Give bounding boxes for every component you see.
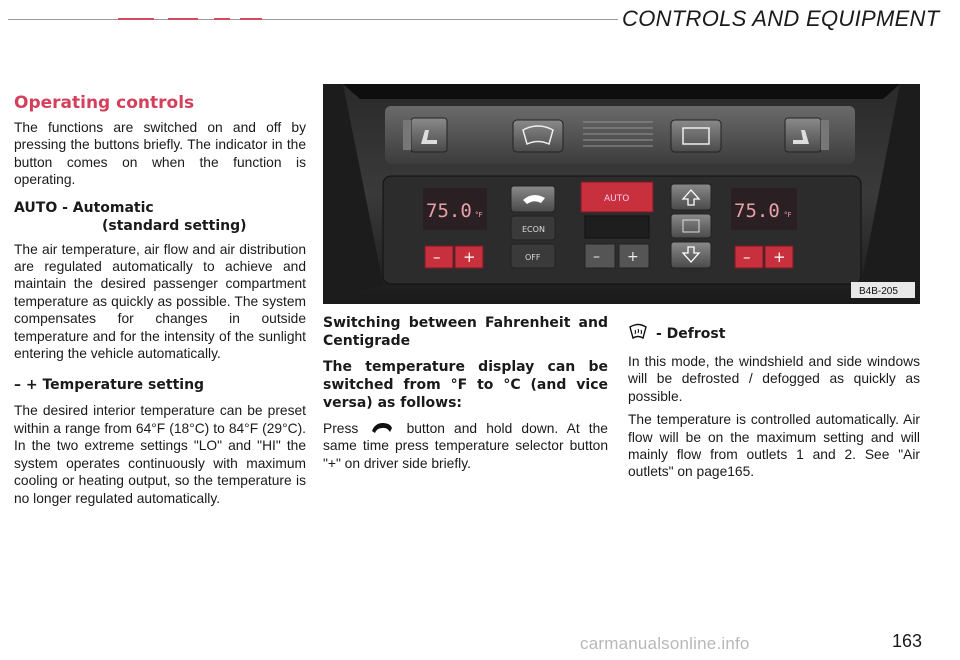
svg-text:OFF: OFF <box>525 253 541 262</box>
svg-text:ECON: ECON <box>522 225 545 234</box>
operating-controls-heading: Operating controls <box>14 93 195 113</box>
fahrenheit-centigrade-heading: Switching between Fahrenheit and Centigrade <box>323 315 608 349</box>
svg-text:–: – <box>743 248 751 266</box>
watermark: carmanualsonline.info <box>580 634 750 653</box>
temperature-paragraph: The desired interior temperature can be preset within a range from 64°F (18°C) to 84°F (29°C). In the two extreme settings "LO" and "HI" the system operates continuously with maximum cooling or heating output, so the temperature is no longer regulated automatically. <box>14 403 306 506</box>
header-rule <box>8 19 618 20</box>
header-accent <box>168 18 198 20</box>
svg-text:+: + <box>773 248 786 266</box>
middle-column <box>323 314 608 472</box>
header-accent <box>240 18 262 20</box>
right-unit: °F <box>784 211 792 219</box>
right-column <box>628 322 920 487</box>
svg-text:–: – <box>433 248 441 266</box>
windshield-defrost-icon <box>628 322 648 342</box>
page-number: 163 <box>892 631 923 651</box>
car-icon <box>371 422 393 435</box>
svg-text:AUTO: AUTO <box>604 194 630 204</box>
header-accent <box>214 18 230 20</box>
defrost-text <box>628 353 920 481</box>
fan-minus-button <box>585 244 615 268</box>
defrost-heading <box>628 322 920 343</box>
fahrenheit-centigrade-text <box>323 420 608 472</box>
temperature-text <box>14 402 306 506</box>
defrost-paragraph-2: The temperature is controlled automatically. Air flow will be on the maximum setting and will mainly flow from outlets 1 and 2. See "Air outlets" on page165. <box>628 412 920 480</box>
recirculation-button <box>671 214 711 238</box>
section-title: CONTROLS AND EQUIPMENT <box>622 6 940 31</box>
climate-panel-illustration <box>323 84 920 304</box>
temperature-heading: – + Temperature setting <box>14 377 205 394</box>
climate-panel-photo <box>323 84 920 304</box>
left-unit: °F <box>475 211 483 219</box>
press-text: Press <box>323 421 359 436</box>
rear-defrost-button <box>671 120 721 152</box>
seat-heater-left-button <box>411 118 447 152</box>
auto-heading-line2: (standard setting) <box>102 217 247 234</box>
defrost-heading-label: - Defrost <box>656 326 726 342</box>
center-display <box>585 216 649 238</box>
intro-text <box>14 119 306 189</box>
left-temperature-display: 75.0 <box>426 200 472 222</box>
header-accent <box>118 18 154 20</box>
auto-heading-line1: AUTO - Automatic <box>14 199 154 216</box>
right-temperature-display: 75.0 <box>734 200 780 222</box>
press-instruction-text: button and hold down. At the same time press temperature selector button "+" on driver side briefly. <box>323 421 608 471</box>
svg-text:+: + <box>463 248 476 266</box>
air-distribution-down-button <box>671 242 711 268</box>
svg-text:–: – <box>593 249 600 265</box>
auto-text <box>14 241 306 363</box>
defrost-paragraph-1: In this mode, the windshield and side windows will be defrosted / defogged as quickly as possible. <box>628 354 920 404</box>
left-column <box>14 93 306 513</box>
auto-heading <box>14 199 306 235</box>
fahrenheit-centigrade-subheading: The temperature display can be switched from °F to °C (and vice versa) as follows: <box>323 359 608 411</box>
svg-text:+: + <box>627 249 639 265</box>
svg-text:B4B-205: B4B-205 <box>859 286 898 297</box>
front-defrost-button <box>513 120 563 152</box>
intro-paragraph: The functions are switched on and off by pressing the buttons briefly. The indicator in the button comes on when the function is operating. <box>14 120 306 188</box>
air-distribution-up-button <box>671 184 711 210</box>
auto-paragraph: The air temperature, air flow and air distribution are regulated automatically to achieve and maintain the desired passenger compartment temperature as quickly as possible. The system compensates for changes in outside temperature and for the intensity of the sunlight entering the vehicle automatically. <box>14 241 306 362</box>
